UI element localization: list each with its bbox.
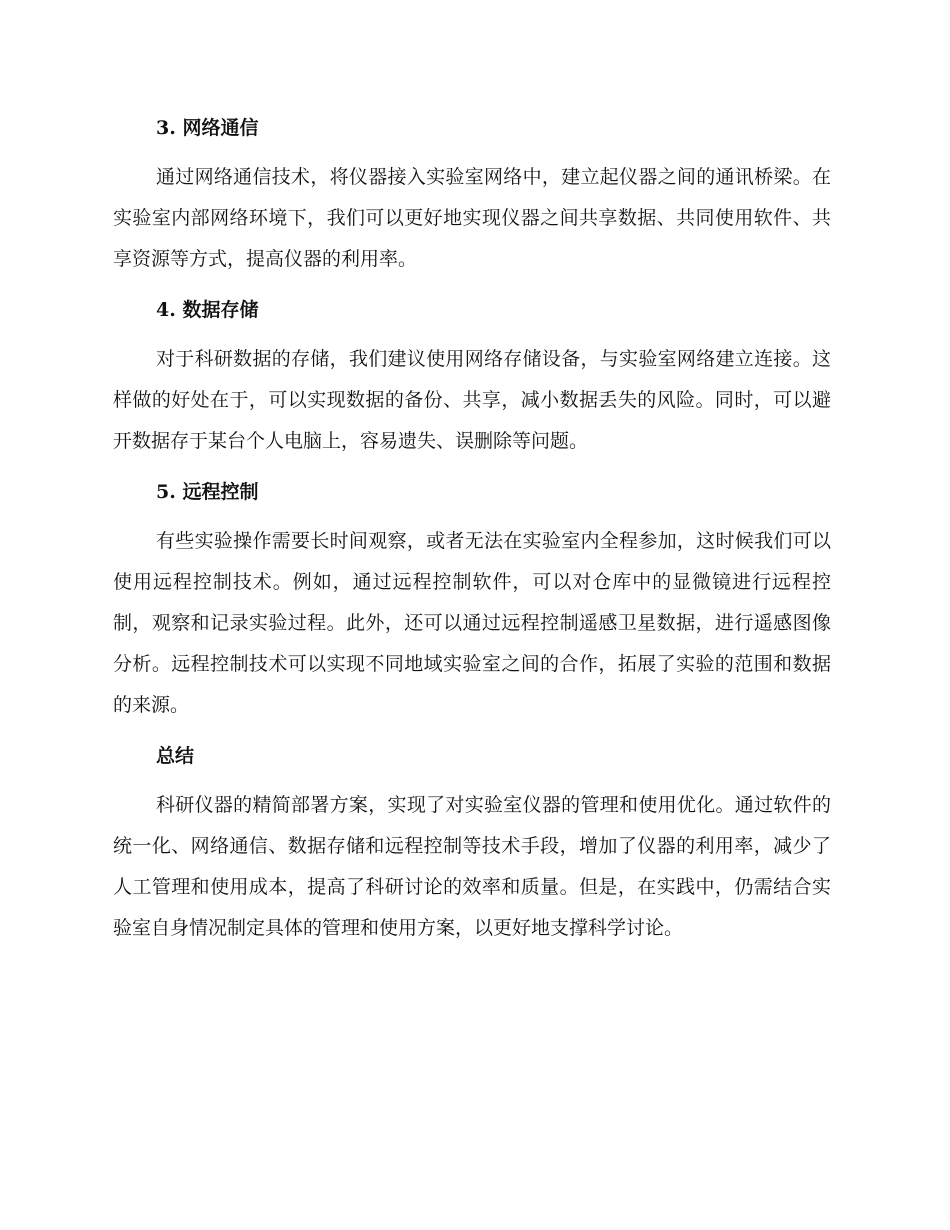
section-paragraph-summary: 科研仪器的精简部署方案，实现了对实验室仪器的管理和使用优化。通过软件的统一化、网络通信、数据存储和远程控制等技术手段，增加了仪器的利用率，减少了人工管理和使用成本，提高了科研讨论的效率和质量。但是，在实践中，仍需结合实验室自身情况制定具体的管理和使用方案，以更好地支撑科学讨论。: [113, 794, 831, 939]
document-page: [113, 108, 831, 949]
section-heading-storage: 4. 数据存储: [156, 299, 259, 321]
section-paragraph-network: 通过网络通信技术，将仪器接入实验室网络中，建立起仪器之间的通讯桥梁。在实验室内部网络环境下，我们可以更好地实现仪器之间共享数据、共同使用软件、共享资源等方式，提高仪器的利用率。: [113, 166, 831, 270]
section-heading-remote-control: 5. 远程控制: [156, 481, 259, 503]
section-heading-network: 3. 网络通信: [156, 117, 259, 139]
section-heading-summary: 总结: [156, 745, 195, 767]
section-paragraph-remote-control: 有些实验操作需要长时间观察，或者无法在实验室内全程参加，这时候我们可以使用远程控制技术。例如，通过远程控制软件，可以对仓库中的显微镜进行远程控制，观察和记录实验过程。此外，还可以通过远程控制遥感卫星数据，进行遥感图像分析。远程控制技术可以实现不同地域实验室之间的合作，拓展了实验的范围和数据的来源。: [113, 530, 831, 716]
section-paragraph-storage: 对于科研数据的存储，我们建议使用网络存储设备，与实验室网络建立连接。这样做的好处在于，可以实现数据的备份、共享，减小数据丢失的风险。同时，可以避开数据存于某台个人电脑上，容易遗失、误删除等问题。: [113, 348, 831, 452]
